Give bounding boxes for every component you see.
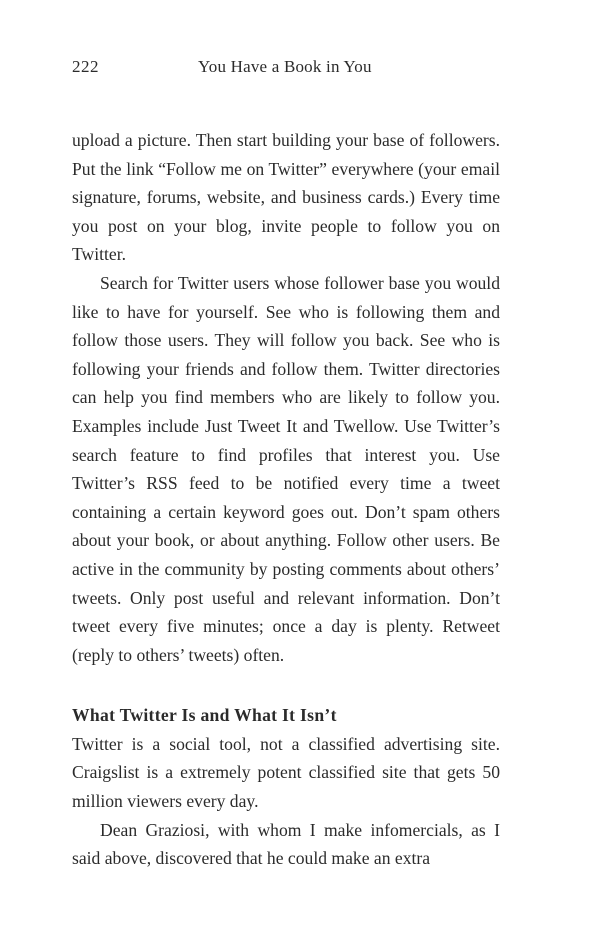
page-number: 222 bbox=[72, 57, 99, 76]
paragraph-follow-on-twitter: upload a picture. Then start building your base of followers. Put the link “Follow me on Twitter” everywhere (your email signature, forums, website, and business cards.) Every time you post on your blog, invite people to follow you on Twitter. bbox=[72, 130, 500, 265]
body-text bbox=[72, 126, 500, 873]
section-heading: What Twitter Is and What It Isn’t bbox=[72, 705, 337, 726]
paragraph-finding-followers: Search for Twitter users whose follower base you would like to have for yourself. See who is following them and follow those users. They will follow you back. See who is following your friends and follow them. Twitter directories can help you find members who are likely to follow you. Examples include Just Tweet It and Twellow. Use Twitter’s search feature to find profiles that interest you. Use Twitter’s RSS feed to be notified every time a tweet containing a certain keyword goes out. Don’t spam others about your book, or about anything. Follow other users. Be active in the community by posting comments about others’ tweets. Only post useful and relevant information. Don’t tweet every five minutes; once a day is plenty. Retweet (reply to others’ tweets) often. bbox=[72, 272, 500, 665]
running-head bbox=[72, 52, 500, 82]
paragraph-twitter-social-tool: Twitter is a social tool, not a classified advertising site. Craigslist is a extremely potent classified site that gets 50 million viewers every day. bbox=[72, 733, 500, 812]
book-page bbox=[72, 52, 500, 873]
paragraph-dean-graziosi: Dean Graziosi, with whom I make infomercials, as I said above, discovered that he could make an extra bbox=[72, 819, 500, 869]
book-title: You Have a Book in You bbox=[198, 57, 372, 76]
